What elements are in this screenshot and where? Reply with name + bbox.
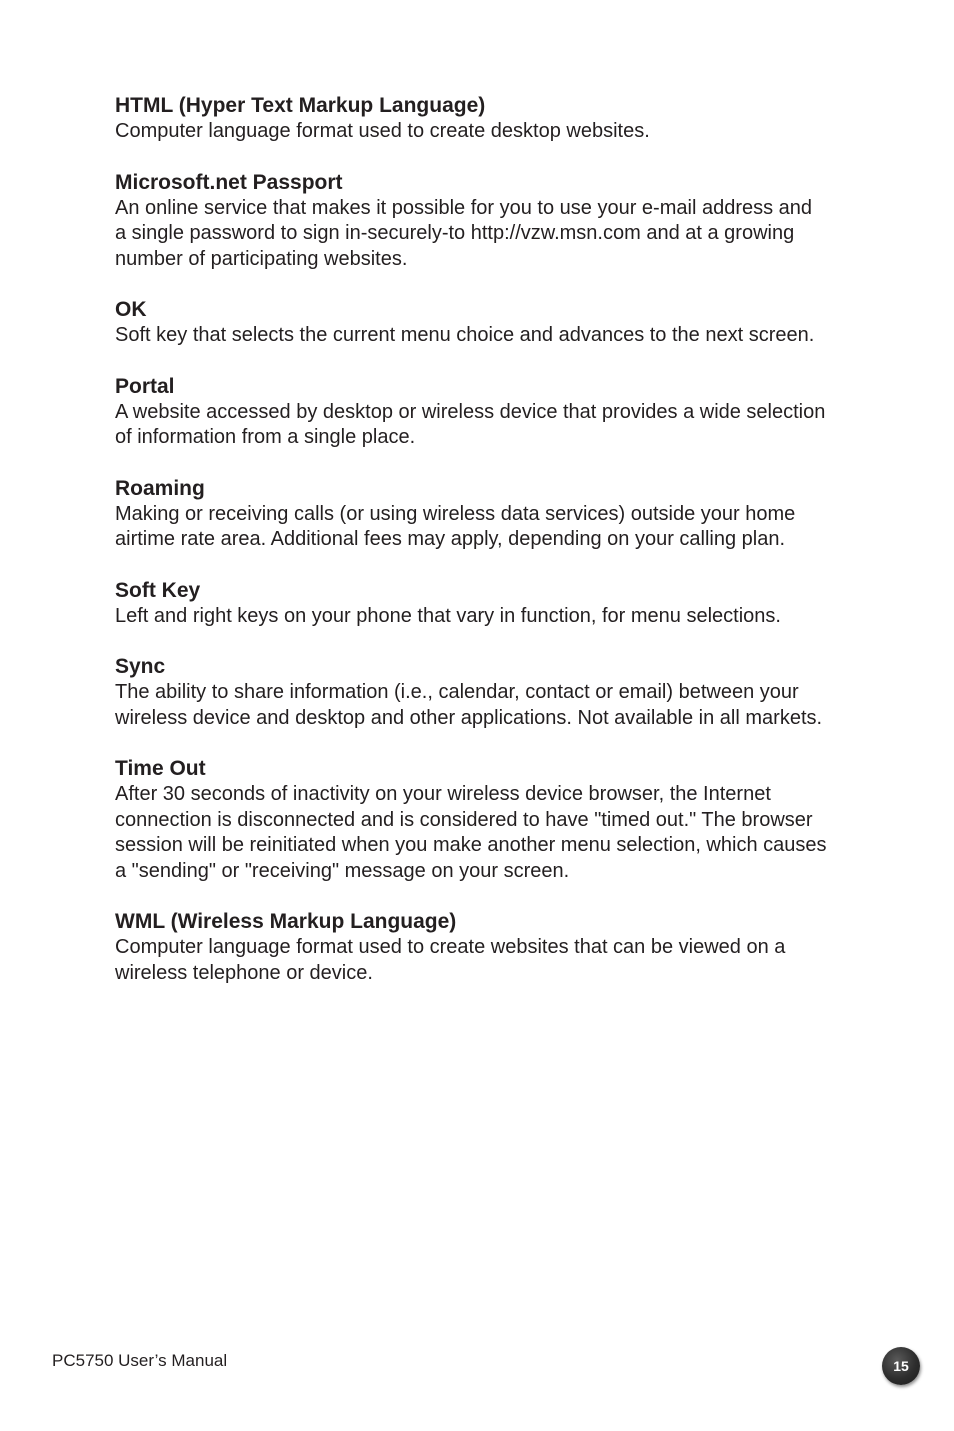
glossary-definition: Left and right keys on your phone that vary in function, for menu selections.: [115, 604, 781, 627]
glossary-entry-wml: [115, 909, 885, 986]
glossary-term: OK: [115, 298, 147, 321]
glossary-definition: Making or receiving calls (or using wireless data services) outside your home airtime rate area. Additional fees may apply, depending on your calling plan.: [115, 502, 796, 550]
glossary-term: Roaming: [115, 476, 205, 500]
glossary-entry-passport: [115, 170, 885, 273]
glossary-list: [115, 93, 885, 1011]
glossary-entry-time-out: [115, 756, 885, 884]
glossary-definition: The ability to share information (i.e., calendar, contact or email) between your wireless device and desktop and other applications. Not available in all markets.: [115, 681, 823, 729]
glossary-term: Microsoft.net Passport: [115, 170, 343, 194]
glossary-entry-sync: [115, 654, 885, 731]
glossary-entry-portal: [115, 374, 885, 451]
glossary-definition: After 30 seconds of inactivity on your wireless device browser, the Internet connection is disconnected and is considered to have "timed out." The browser session will be reinitiated when you make another menu selection, which causes a "sending" or "receiving" message on your screen.: [115, 783, 827, 882]
glossary-entry-roaming: [115, 476, 885, 553]
glossary-definition: Computer language format used to create desktop websites.: [115, 120, 650, 142]
glossary-term: Portal: [115, 374, 175, 398]
glossary-term: Time Out: [115, 757, 206, 780]
glossary-definition: An online service that makes it possible for you to use your e-mail address and a single password to sign in-securely-to http://vzw.msn.com and at a growing number of participating websites.: [115, 196, 813, 270]
glossary-definition: A website accessed by desktop or wireless device that provides a wide selection of information from a single place.: [115, 400, 826, 448]
glossary-entry-soft-key: [115, 578, 885, 630]
glossary-definition: Computer language format used to create websites that can be viewed on a wireless telephone or device.: [115, 936, 786, 984]
glossary-term: WML (Wireless Markup Language): [115, 910, 457, 933]
glossary-term: Sync: [115, 655, 166, 678]
glossary-entry-html: [115, 93, 885, 145]
page-number-badge: 15: [882, 1347, 920, 1385]
manual-title: PC5750 User’s Manual: [52, 1351, 228, 1370]
glossary-term: Soft Key: [115, 578, 201, 602]
glossary-entry-ok: [115, 297, 885, 349]
glossary-definition: Soft key that selects the current menu choice and advances to the next screen.: [115, 324, 815, 346]
glossary-term: HTML (Hyper Text Markup Language): [115, 94, 486, 117]
